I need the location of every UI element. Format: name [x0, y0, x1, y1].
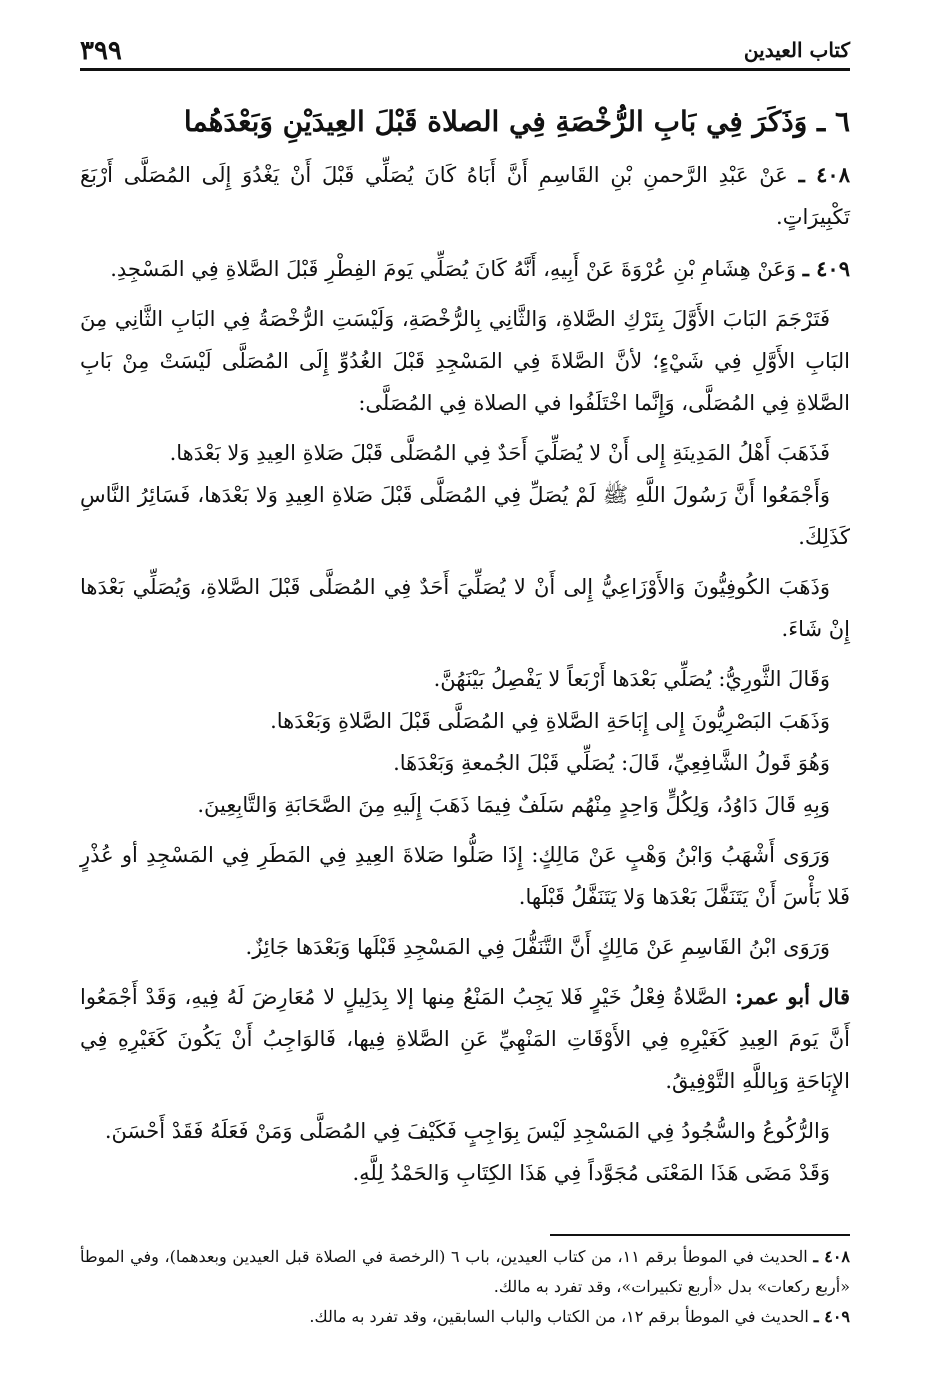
running-title: كتاب العيدين — [743, 38, 850, 62]
running-header — [80, 24, 850, 71]
hadith-text: وَعَنْ هِشَامِ بْنِ عُرْوَةَ عَنْ أَبِيهِ، أَنَّهُ كَانَ يُصَلِّي يَومَ الفِطْرِ قَبْلَ الصَّلاةِ فِي المَسْجِدِ. — [110, 257, 796, 281]
chapter-heading: ٦ ـ وَذَكَرَ فِي بَابِ الرُّخْصَةِ فِي الصلاة قَبْلَ العِيدَيْنِ وَبَعْدَهُما — [183, 105, 850, 138]
commentary-paragraph: وَذَهَبَ الكُوفِيُّونَ وَالأَوْزَاعِيُّ إِلى أَنْ لا يُصَلِّيَ أَحَدٌ فِي المُصَلَّى قَبْلَ الصَّلاةِ، وَيُصَلِّي بَعْدَها إِنْ شَاءَ. — [80, 575, 850, 641]
commentary-paragraph: وَرَوَى ابْنُ القَاسِمِ عَنْ مَالِكٍ أَنَّ التَّنَفُّلَ فِي المَسْجِدِ قَبْلَها وَبَعْدَها جَائِزٌ. — [245, 935, 830, 959]
footnote-divider — [550, 1234, 850, 1236]
paragraph-text: الصَّلاةُ فِعْلُ خَيْرٍ فَلا يَجِبُ المَنْعُ مِنها إلا بِدَلِيلٍ لا مُعَارِضَ لَهُ فِيهِ، وَقَدْ أَجْمَعُوا أَنَّ يَومَ العِيدِ كَغَيْرِهِ فِي الأَوْقَاتِ المَنْهِيِّ عَنِ الصَّلاةِ فِيها، فَالوَاجِبُ أَنْ يَكُونَ كَغَيْرِهِ فِي الإِبَاحَةِ وَبِاللَّهِ التَّوْفِيقُ. — [80, 985, 850, 1093]
commentary-paragraph: وَأَجْمَعُوا أَنَّ رَسُولَ اللَّهِ ﷺ لَمْ يُصَلِّ فِي المُصَلَّى قَبْلَ صَلاةِ العِيدِ وَلا بَعْدَها، فَسَائِرُ النَّاسِ كَذَلِكَ. — [80, 483, 850, 549]
commentary-paragraph — [80, 976, 850, 1102]
commentary-paragraph: وَذَهَبَ البَصْرِيُّونَ إِلى إِبَاحَةِ الصَّلاةِ فِي المُصَلَّى قَبْلَ الصَّلاةِ وَبَعْدَها. — [270, 709, 830, 733]
commentary-paragraph: وَبِهِ قَالَ دَاوُدُ، وَلِكُلٍّ وَاحِدٍ مِنْهُم سَلَفٌ فِيمَا ذَهَبَ إِلَيهِ مِنَ الصَّحَابَةِ وَالتَّابِعِينَ. — [197, 793, 830, 817]
commentary-paragraph: وَهُوَ قَولُ الشَّافِعِيِّ، قَالَ: يُصَلِّي قَبْلَ الجُمعةِ وَبَعْدَهَا. — [393, 751, 830, 775]
commentary-paragraph: فَتَرْجَمَ البَابَ الأَوَّلَ بِتَرْكِ الصَّلاةِ، وَالثَّانِي بِالرُّخْصَةِ، وَلَيْسَتِ الرُّخْصَةُ فِي البَابِ الثَّانِي مِنَ البَابِ الأَوَّلِ فِي شَيْءٍ؛ لأنَّ الصَّلاةَ فِي المَسْجِدِ قَبْلَ الغُدُوِّ إِلَى المُصَلَّى لَيْسَتْ مِنْ بَابِ الصَّلاةِ فِي المُصَلَّى، وَإِنَّما اخْتَلَفُوا في الصلاة فِي المُصَلَّى: — [80, 307, 850, 415]
footnote-409 — [80, 1302, 850, 1332]
hadith-409 — [80, 248, 850, 290]
footnote-text: الحديث في الموطأ برقم ١٢، من الكتاب والباب السابقين، وقد تفرد به مالك. — [309, 1307, 809, 1326]
commentary-paragraph: وَرَوَى أَشْهَبُ وَابْنُ وَهْبٍ عَنْ مَالِكٍ: إِذَا صَلُّوا صَلاةَ العِيدِ فِي المَطَرِ فِي المَسْجِدِ أو عُذْرٍ فَلا بَأْسَ أَنْ يَتَنَفَّلَ بَعْدَها وَلا يَتَنَفَّلُ قَبْلَها. — [80, 843, 850, 909]
commentary-paragraph: وَالرُّكُوعُ والسُّجُودُ فِي المَسْجِدِ لَيْسَ بِوَاجِبٍ فَكَيْفَ فِي المُصَلَّى وَمَنْ فَعَلَهُ فَقَدْ أَحْسَنَ. — [104, 1119, 830, 1143]
footnote-number: ٤٠٨ ـ — [813, 1247, 851, 1266]
footnote-number: ٤٠٩ ـ — [813, 1307, 850, 1326]
footnotes — [80, 1242, 850, 1332]
hadith-text: عَنْ عَبْدِ الرَّحمنِ بْنِ القَاسِمِ أَنَّ أَبَاهُ كَانَ يُصَلِّي قَبْلَ أَنْ يَغْدُوَ إِلَى المُصَلَّى أَرْبَعَ تَكْبِيرَاتٍ. — [80, 163, 850, 229]
body-text — [80, 154, 850, 1202]
hadith-408 — [80, 154, 850, 238]
commentary-paragraph: فَذَهَبَ أَهْلُ المَدِينَةِ إِلى أَنْ لا يُصَلِّيَ أَحَدٌ فِي المُصَلَّى قَبْلَ صَلاةِ العِيدِ وَلا بَعْدَها. — [169, 441, 830, 465]
hadith-number: ٤٠٩ ـ — [802, 256, 850, 281]
footnote-408 — [80, 1242, 850, 1302]
commentary-paragraph: وَقَدْ مَضَى هَذَا المَعْنَى مُجَوَّداً فِي هَذَا الكِتَابِ وَالحَمْدُ لِلَّهِ. — [352, 1161, 830, 1185]
footnote-text: الحديث في الموطأ برقم ١١، من كتاب العيدين، باب ٦ (الرخصة في الصلاة قبل العيدين وبعدهما)، وفي الموطأ «أربع ركعات» بدل «أربع تكبيرات»، وقد تفرد به مالك. — [80, 1247, 850, 1296]
commentary-paragraph: وَقَالَ الثَّورِيُّ: يُصَلِّي بَعْدَها أَرْبَعاً لا يَفْصِلُ بَيْنَهُنَّ. — [433, 667, 830, 691]
hadith-number: ٤٠٨ ـ — [798, 162, 850, 187]
page-number: ٣٩٩ — [80, 36, 122, 66]
speaker-label: قال أبو عمر: — [734, 984, 850, 1009]
